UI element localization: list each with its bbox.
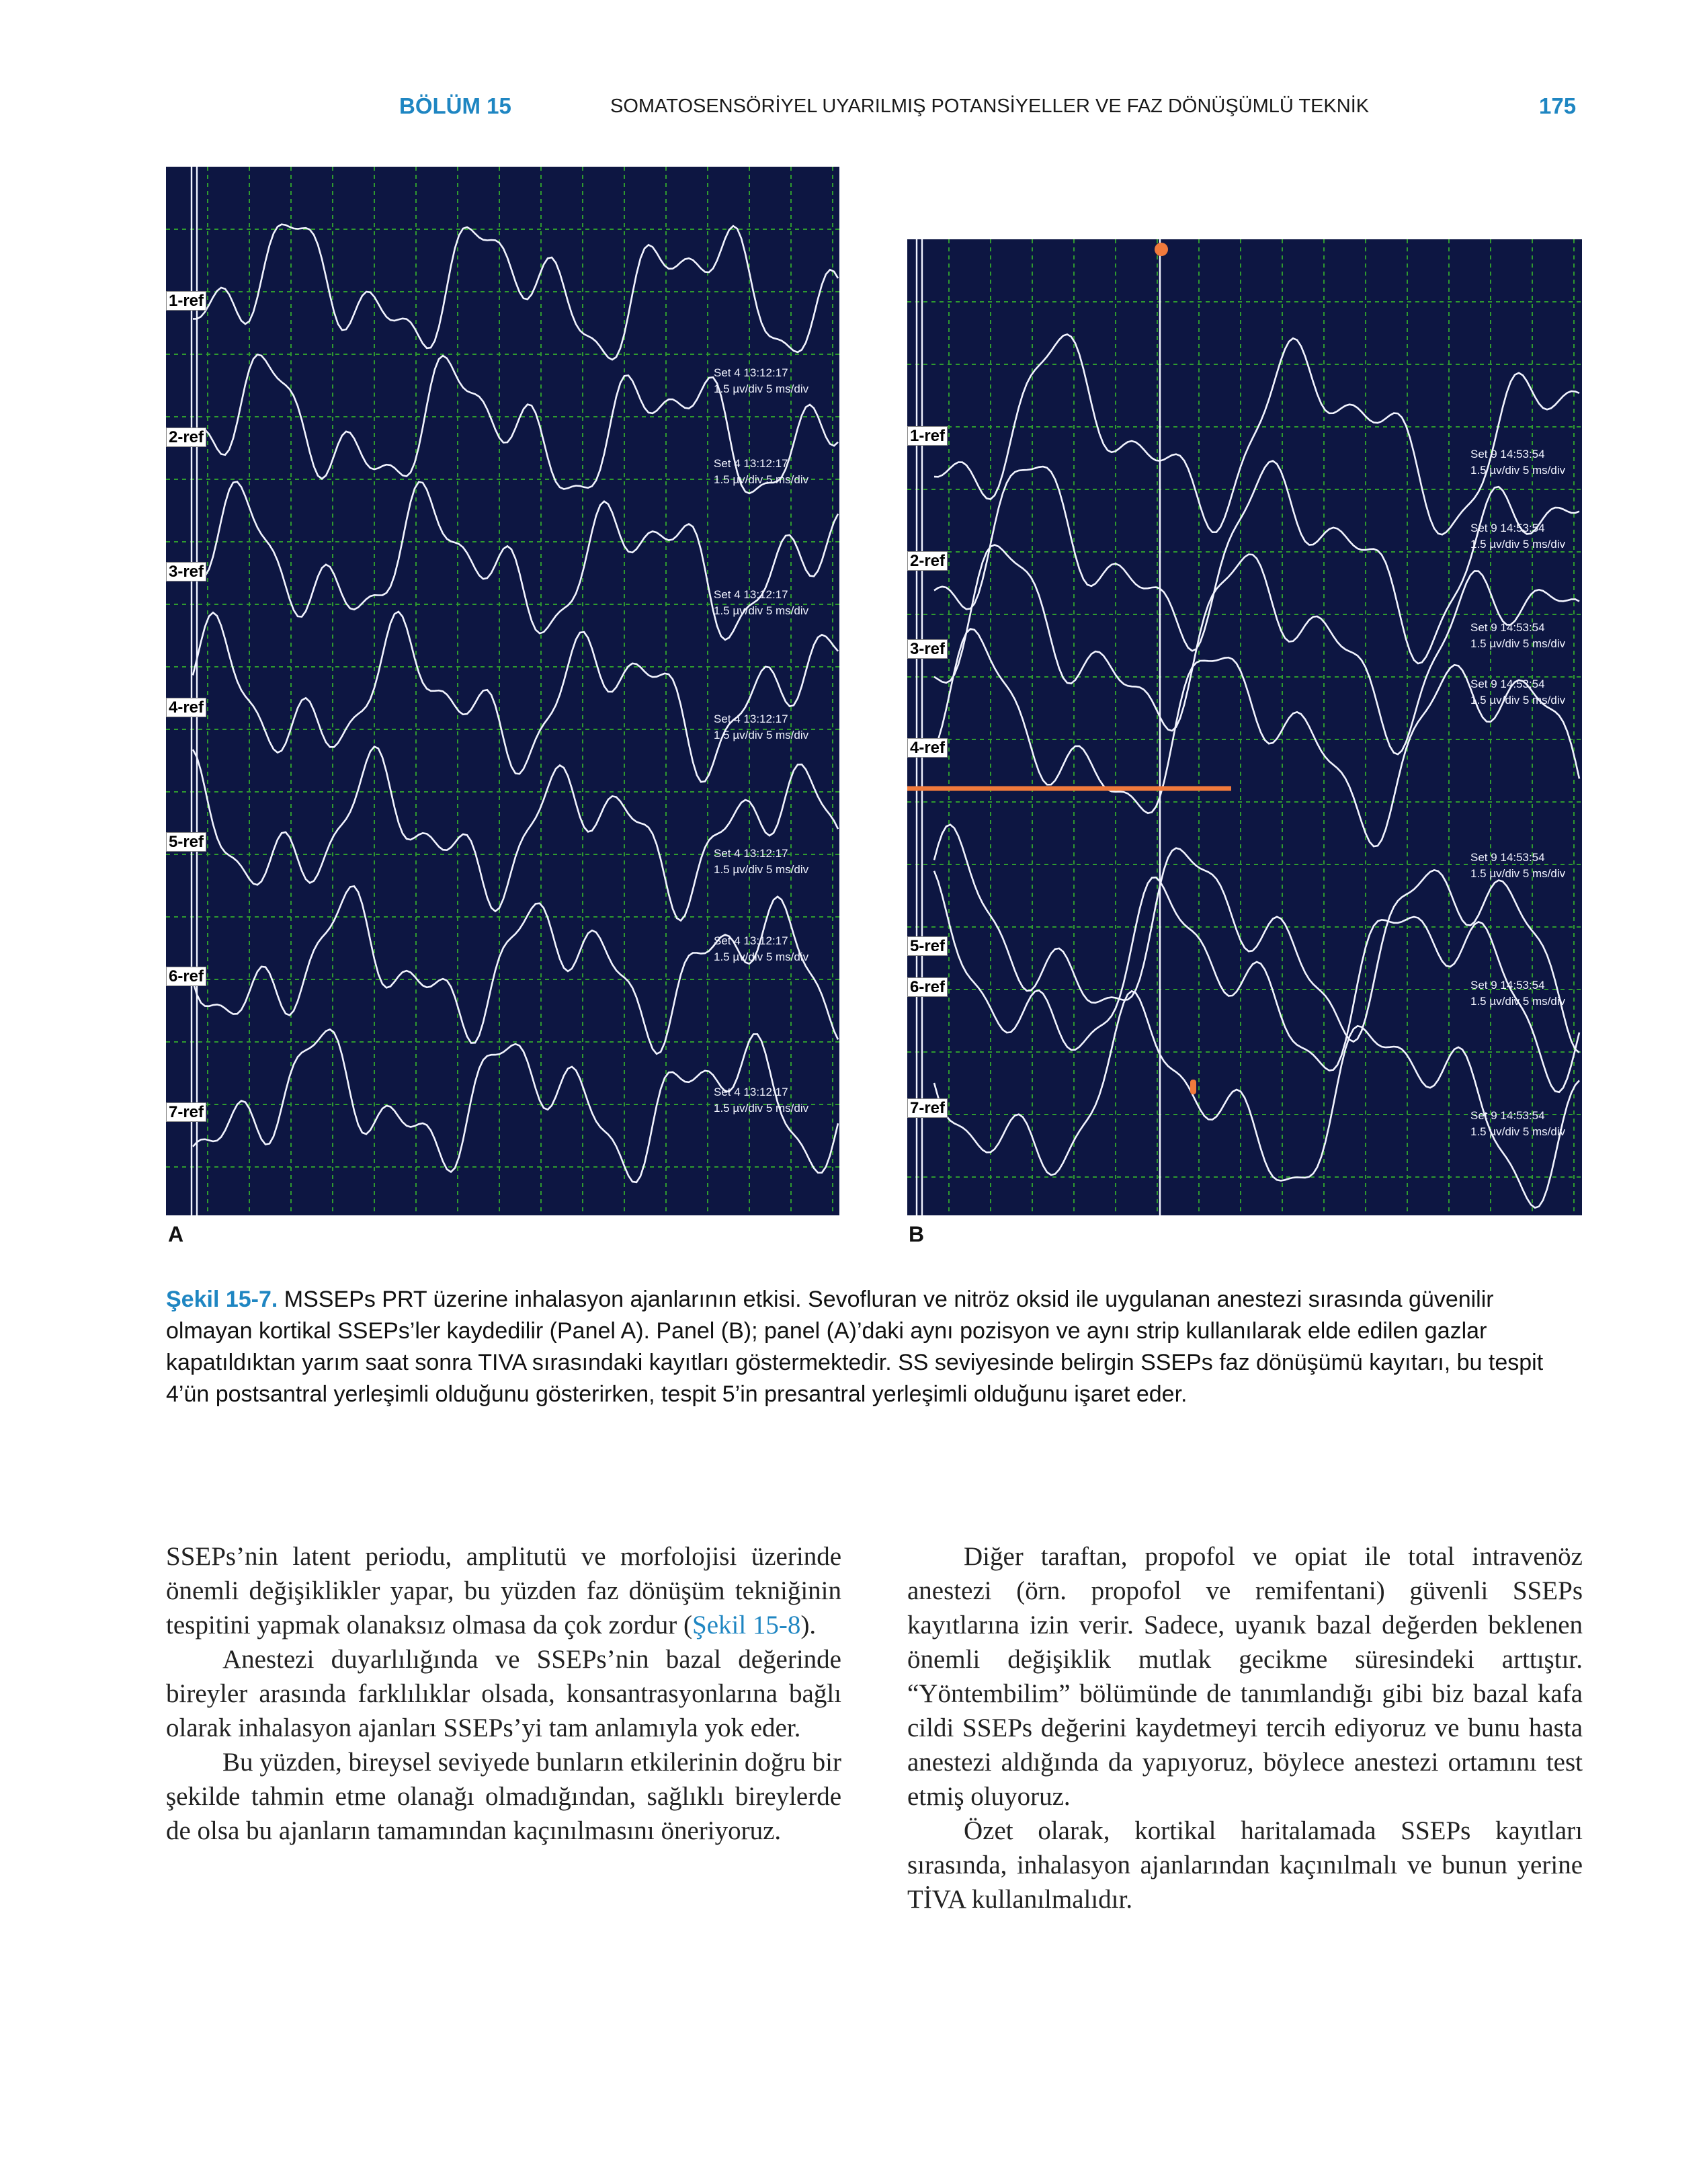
channel-label-b-5: 5-ref <box>907 936 948 956</box>
figure-caption <box>166 1284 1577 1410</box>
channel-label-a-5: 5-ref <box>166 832 206 852</box>
set-info-b-4: Set 9 14:53:54 1.5 µv/div 5 ms/div <box>1470 678 1566 706</box>
figure-reference-link[interactable]: Şekil 15-8 <box>692 1611 801 1640</box>
figure-caption-text: MSSEPs PRT üzerine inhalasyon ajanlarının etkisi. Sevofluran ve nitröz oksid ile uygulanan anestezi sırasında güvenilir olmayan kortikal SSEPs’ler kaydedilir (Panel A). Panel (B); panel (A)’daki aynı pozisyon ve aynı strip kullanılarak elde edilen gazlar kapatıldıktan yarım saat sonra TIVA sırasındaki kayıtları göstermektedir. SS seviyesinde belirgin SSEPs faz dönüşümü kayıtarı, bu tespit 4’ün postsantral yerleşimli olduğunu gösterirken, tespit 5’in presantral yerleşimli olduğunu işaret eder. <box>166 1287 1544 1407</box>
ssep-panel-a <box>166 167 839 1215</box>
set-info-a-4: Set 4 13:12:17 1.5 µv/div 5 ms/div <box>714 713 809 741</box>
figure-caption-label: Şekil 15-7. <box>166 1287 278 1312</box>
panel-b-label: B <box>909 1222 925 1246</box>
paragraph: Diğer taraftan, propofol ve opiat ile total intravenöz anestezi (örn. propofol ve remifentani) güvenli SSEPs kayıtlarına izin verir. Sadece, uyanık bazal değerden beklenen önemli değişiklik mutlak gecikme süresindeki arttıştır. “Yöntembilim” bölümünde de tanımlandığı gibi biz bazal kafa cildi SSEPs değerini kaydetmeyi tercih ediyoruz ve bunu hasta anestezi aldığında da yapıyoruz, böylece anestezi ortamını test etmiş oluyoruz. <box>907 1542 1583 1811</box>
ssep-trace <box>193 886 838 1053</box>
ssep-panel-b <box>907 239 1582 1215</box>
paragraph: Anestezi duyarlılığında ve SSEPs’nin bazal değerinde bireyler arasında farklılıklar olsada, konsantrasyonlarına bağlı olarak inhalasyon ajanları SSEPs’yi tam anlamıyla yok eder. <box>166 1645 841 1742</box>
paragraph: Bu yüzden, bireysel seviyede bunların etkilerinin doğru bir şekilde tahmin etme olanağı olmadığından, sağlıklı bireylerde de olsa bu ajanların tamamından kaçınılmasını öneriyoruz. <box>166 1748 841 1845</box>
running-title: SOMATOSENSÖRİYEL UYARILMIŞ POTANSİYELLER VE FAZ DÖNÜŞÜMLÜ TEKNİK <box>610 95 1370 117</box>
page-number: 175 <box>1539 93 1577 118</box>
trough-marker <box>1190 1080 1196 1094</box>
ssep-trace <box>934 629 1579 847</box>
panel-a-traces <box>166 167 839 1215</box>
panel-b-traces <box>907 239 1582 1215</box>
set-info-b-7: Set 9 14:53:54 1.5 µv/div 5 ms/div <box>1470 1109 1566 1138</box>
paragraph: Özet olarak, kortikal haritalamada SSEPs kayıtları sırasında, inhalasyon ajanlarından kaçınılmalı ve bunun yerine TİVA kullanılmalıdır. <box>907 1816 1583 1914</box>
channel-label-a-6: 6-ref <box>166 967 206 986</box>
set-info-a-5: Set 4 13:12:17 1.5 µv/div 5 ms/div <box>714 847 809 876</box>
set-info-b-1: Set 9 14:53:54 1.5 µv/div 5 ms/div <box>1470 448 1566 477</box>
channel-label-a-2: 2-ref <box>166 428 206 447</box>
channel-label-b-6: 6-ref <box>907 977 948 997</box>
channel-label-b-4: 4-ref <box>907 738 948 758</box>
set-info-b-2: Set 9 14:53:54 1.5 µv/div 5 ms/div <box>1470 522 1566 551</box>
channel-label-a-1: 1-ref <box>166 291 206 311</box>
channel-label-a-4: 4-ref <box>166 698 206 717</box>
channel-label-a-3: 3-ref <box>166 562 206 581</box>
peak-marker <box>1155 243 1168 256</box>
panel-a-label: A <box>168 1222 184 1246</box>
ssep-trace <box>193 612 838 782</box>
set-info-b-5: Set 9 14:53:54 1.5 µv/div 5 ms/div <box>1470 851 1566 880</box>
channel-label-b-7: 7-ref <box>907 1098 948 1118</box>
set-info-b-3: Set 9 14:53:54 1.5 µv/div 5 ms/div <box>1470 621 1566 650</box>
channel-label-b-1: 1-ref <box>907 426 948 446</box>
paragraph: SSEPs’nin latent periodu, amplitutü ve morfolojisi üzerinde önemli değişiklikler yapar, bu yüzden faz dönüşüm tekniğinin tespitini yapmak olanaksız olmasa da çok zordur (Şekil 15-8). <box>166 1542 841 1640</box>
body-column-right <box>907 1539 1583 1916</box>
set-info-a-6: Set 4 13:12:17 1.5 µv/div 5 ms/div <box>714 934 809 963</box>
channel-label-b-3: 3-ref <box>907 639 948 659</box>
set-info-a-3: Set 4 13:12:17 1.5 µv/div 5 ms/div <box>714 588 809 617</box>
set-info-a-7: Set 4 13:12:17 1.5 µv/div 5 ms/div <box>714 1086 809 1115</box>
set-info-a-2: Set 4 13:12:17 1.5 µv/div 5 ms/div <box>714 457 809 486</box>
ssep-trace <box>934 991 1579 1207</box>
set-info-a-1: Set 4 13:12:17 1.5 µv/div 5 ms/div <box>714 366 809 395</box>
chapter-label: BÖLÜM 15 <box>399 93 511 118</box>
body-column-left <box>166 1539 841 1848</box>
channel-label-a-7: 7-ref <box>166 1102 206 1122</box>
channel-label-b-2: 2-ref <box>907 551 948 571</box>
set-info-b-6: Set 9 14:53:54 1.5 µv/div 5 ms/div <box>1470 979 1566 1008</box>
